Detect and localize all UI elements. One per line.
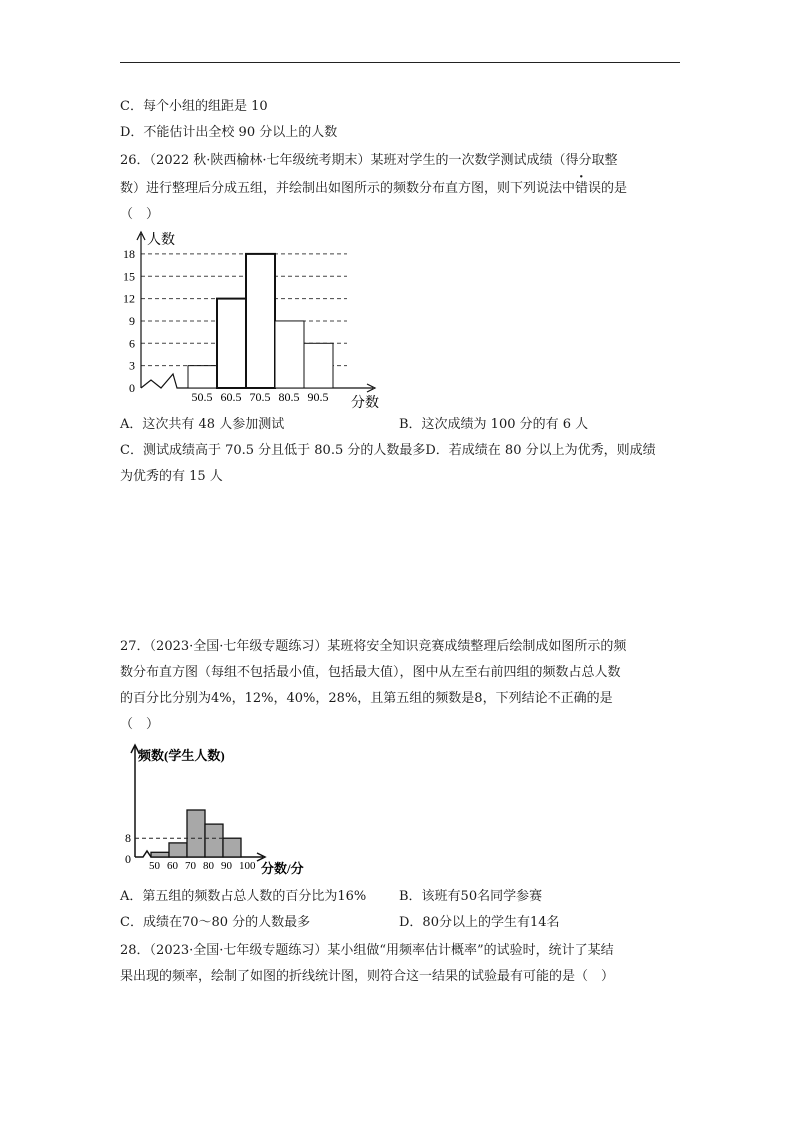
q27-option-d: D．80分以上的学生有14名	[399, 915, 560, 930]
bar-5	[304, 343, 333, 388]
q26-option-b: B．这次成绩为 100 分的有 6 人	[399, 417, 589, 432]
y-tick-label-15: 15	[123, 269, 135, 284]
q27-stem-line2: 数分布直方图（每组不包括最小值，包括最大值），图中从左至右前四组的频数占总人数	[120, 665, 621, 680]
q27-option-a: A．第五组的频数占总人数的百分比为16%	[120, 889, 367, 904]
y-tick-label-9: 9	[129, 313, 135, 328]
q25-option-d: D．不能估计出全校 90 分以上的人数	[120, 125, 338, 140]
x-tick-label-60: 60	[167, 860, 178, 872]
q26-stem-line2-a: 数）进行整理后分成五组，并绘制出如图所示的频数分布直方图，则下列说法中	[120, 181, 576, 196]
x-tick-label-90.5: 90.5	[307, 390, 329, 404]
q27-stem-line1: 27．（2023·全国·七年级专题练习）某班将安全知识竞赛成绩整理后绘制成如图所示的频	[120, 639, 627, 654]
x-tick-label-70.5: 70.5	[249, 390, 271, 404]
y-tick-label-18: 18	[123, 246, 135, 261]
y-tick-label-0: 0	[125, 852, 131, 866]
y-tick-label-8: 8	[125, 831, 131, 846]
q28-stem-line2: 果出现的频率，绘制了如图的折线统计图，则符合这一结果的试验最有可能的是（ ）	[120, 969, 615, 984]
y-tick-label-3: 3	[129, 358, 135, 373]
q27-option-b: B．该班有50名同学参赛	[399, 889, 543, 904]
y-axis-label: 人数	[147, 233, 175, 248]
y-axis-label: 频数(学生人数)	[138, 748, 225, 763]
y-tick-label-12: 12	[123, 291, 135, 306]
y-tick-label-0: 0	[129, 381, 135, 395]
x-tick-label-50: 50	[149, 860, 160, 872]
y-tick-label-6: 6	[129, 336, 135, 351]
bar-3	[187, 810, 205, 857]
q27-answer-paren: （ ）	[120, 717, 160, 732]
q26-stem-line2-b: 的是	[601, 181, 628, 196]
header-rule	[120, 62, 680, 63]
q27-histogram	[115, 740, 315, 880]
q28-stem-line1: 28．（2023·全国·七年级专题练习）某小组做“用频率估计概率”的试验时，统计了某结	[120, 943, 614, 958]
x-tick-label-50.5: 50.5	[191, 390, 213, 404]
q26-emphasis-word: 错误	[575, 181, 602, 196]
q26-option-a: A．这次共有 48 人参加测试	[120, 417, 285, 432]
bar-1	[151, 852, 169, 857]
bar-4	[275, 321, 304, 388]
bar-1	[188, 366, 217, 388]
q25-option-c: C．每个小组的组距是 10	[120, 99, 268, 114]
q26-stem-line2	[120, 180, 627, 198]
x-axis-label: 分数/分	[261, 861, 304, 876]
q26-option-c: C．测试成绩高于 70.5 分且低于 80.5 分的人数最多D．若成绩在 80 分以上为优秀，则成绩	[120, 443, 656, 458]
q27-option-c: C．成绩在70～80 分的人数最多	[120, 915, 311, 930]
bar-2	[217, 299, 246, 388]
q26-histogram	[115, 228, 395, 413]
bar-4	[205, 824, 223, 857]
bar-2	[169, 843, 187, 857]
q27-stem-line3: 的百分比分别为4%，12%，40%，28%，且第五组的频数是8，下列结论不正确的是	[120, 691, 613, 706]
x-axis-label: 分数	[351, 396, 379, 411]
x-tick-label-80.5: 80.5	[278, 390, 300, 404]
bar-3	[246, 254, 275, 388]
x-tick-label-90: 90	[221, 860, 232, 872]
x-tick-label-60.5: 60.5	[220, 390, 242, 404]
q26-option-c-cont: 为优秀的有 15 人	[120, 469, 223, 484]
x-tick-label-100: 100	[239, 860, 256, 872]
x-tick-label-70: 70	[185, 860, 196, 872]
q26-stem-line1: 26．（2022 秋·陕西榆林·七年级统考期末）某班对学生的一次数学测试成绩（得分取整	[120, 153, 618, 168]
q26-answer-paren: （ ）	[120, 207, 160, 222]
bar-5	[223, 838, 241, 857]
x-tick-label-80: 80	[203, 860, 214, 872]
